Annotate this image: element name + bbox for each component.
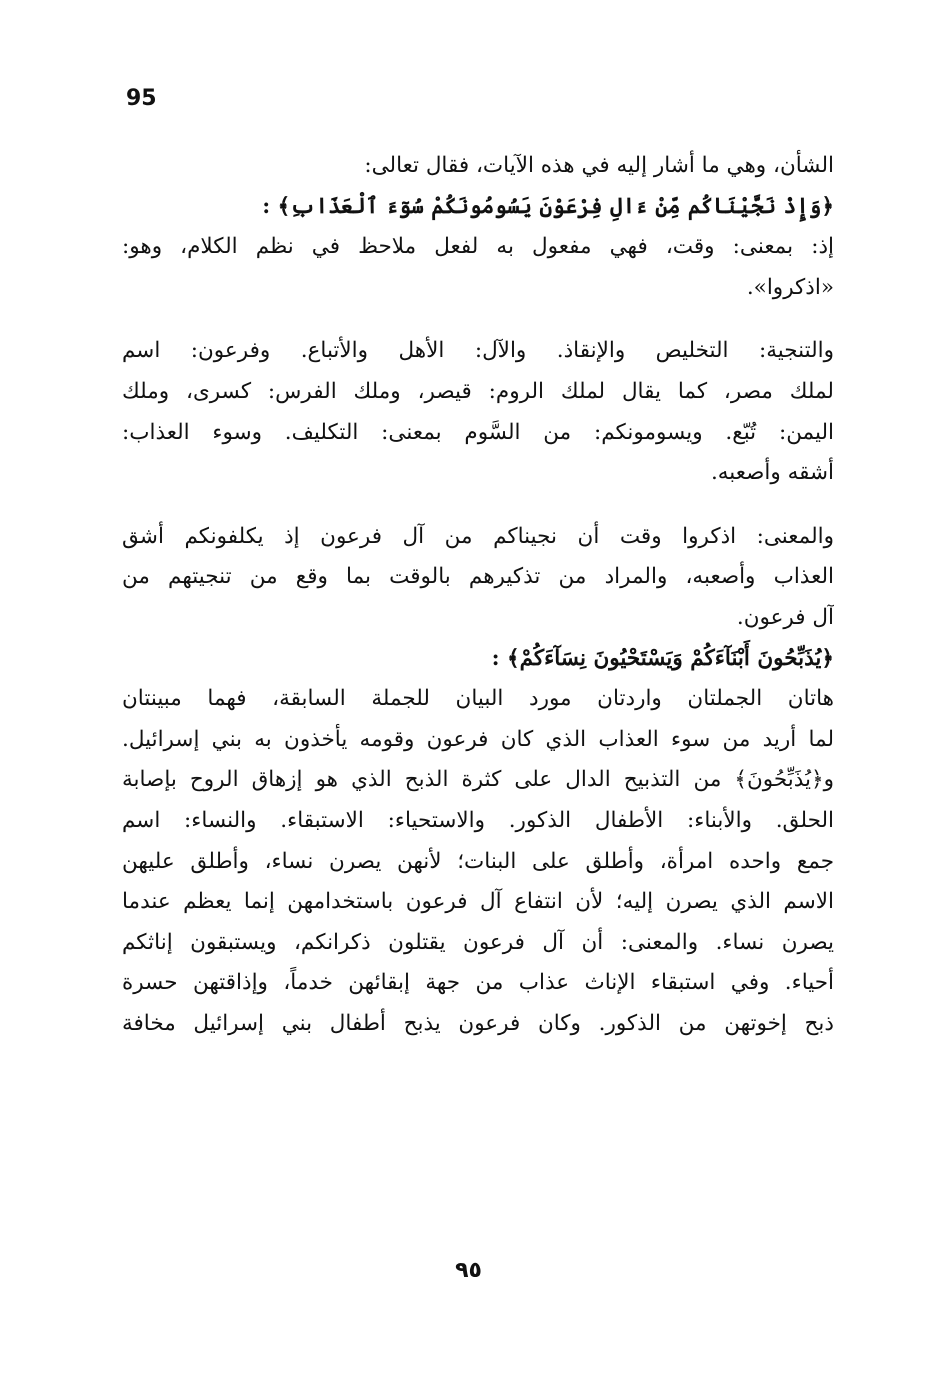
text-line: والمعنى: اذكروا وقت أن نجيناكم من آل فرعون إذ يكلفونكم أشق <box>122 523 834 549</box>
text-line: ذبح إخوتهن من الذكور. وكان فرعون يذبح أطفال بني إسرائيل مخافة <box>122 1010 834 1036</box>
text-line: اليمن: تُبّع. ويسومونكم: من السَّوم بمعنى: التكليف. وسوء العذاب: <box>122 419 834 445</box>
verse-line: ﴿وَإِذْ نَجَّيْنَاكُم مِّنْ ءَالِ فِرْعَوْنَ يَسُومُونَكُمْ سُوٓءَ ٱلْعَذَابِ﴾ : <box>262 193 834 219</box>
text-line: لما أريد من سوء العذاب الذي كان فرعون وقومه يأخذون به بني إسرائيل. <box>122 726 834 752</box>
text-line: يصرن نساء. والمعنى: أن آل فرعون يقتلون ذكرانكم، ويستبقون إناثكم <box>122 929 834 955</box>
page-number-bottom: ٩٥ <box>455 1258 482 1283</box>
paragraph-gap <box>122 308 834 331</box>
text-line: هاتان الجملتان واردتان مورد البيان للجملة السابقة، فهما مبينتان <box>122 686 834 712</box>
text-line: إذ: بمعنى: وقت، فهي مفعول به لفعل ملاحظ في نظم الكلام، وهو: <box>122 234 834 260</box>
verse-line: ﴿يُذَبِّحُونَ أَبْنَآءَكُمْ وَيَسْتَحْيُونَ نِسَآءَكُمْ﴾ : <box>491 645 834 671</box>
text-line: آل فرعون. <box>736 604 834 630</box>
text-line: جمع واحده امرأة، وأطلق على البنات؛ لأنهن يصرن نساء، وأطلق عليهن <box>122 848 834 874</box>
text-line: الحلق. والأبناء: الأطفال الذكور. والاستحياء: الاستبقاء. والنساء: اسم <box>122 807 834 833</box>
text-line: و﴿يُذَبِّحُونَ﴾ من التذبيح الدال على كثرة الذبح الذي هو إزهاق الروح بإصابة <box>122 767 834 793</box>
text-line: والتنجية: التخليص والإنقاذ. والآل: الأهل والأتباع. وفرعون: اسم <box>122 338 834 364</box>
paragraph-gap <box>122 494 834 517</box>
text-line: الشأن، وهي ما أشار إليه في هذه الآيات، فقال تعالى: <box>364 153 834 178</box>
text-line: لملك مصر، كما يقال لملك الروم: قيصر، وملك الفرس: كسرى، وملك <box>122 378 834 404</box>
text-line: أشقه وأصعبه. <box>710 460 834 486</box>
text-line: أحياء. وفي استبقاء الإناث عذاب من جهة إبقائهن خدماً، وإذاقتهن حسرة <box>122 970 834 996</box>
text-line: الاسم الذي يصرن إليه؛ لأن انتفاع آل فرعون باستخدامهن إنما يعظم عندما <box>122 889 834 915</box>
text-line: «اذكروا». <box>746 274 834 300</box>
text-line: العذاب وأصعبه، والمراد من تذكيرهم بالوقت بما وقع من تنجيتهم من <box>122 564 834 590</box>
page-number-top: 95 <box>126 86 157 111</box>
text-body <box>122 146 834 1044</box>
